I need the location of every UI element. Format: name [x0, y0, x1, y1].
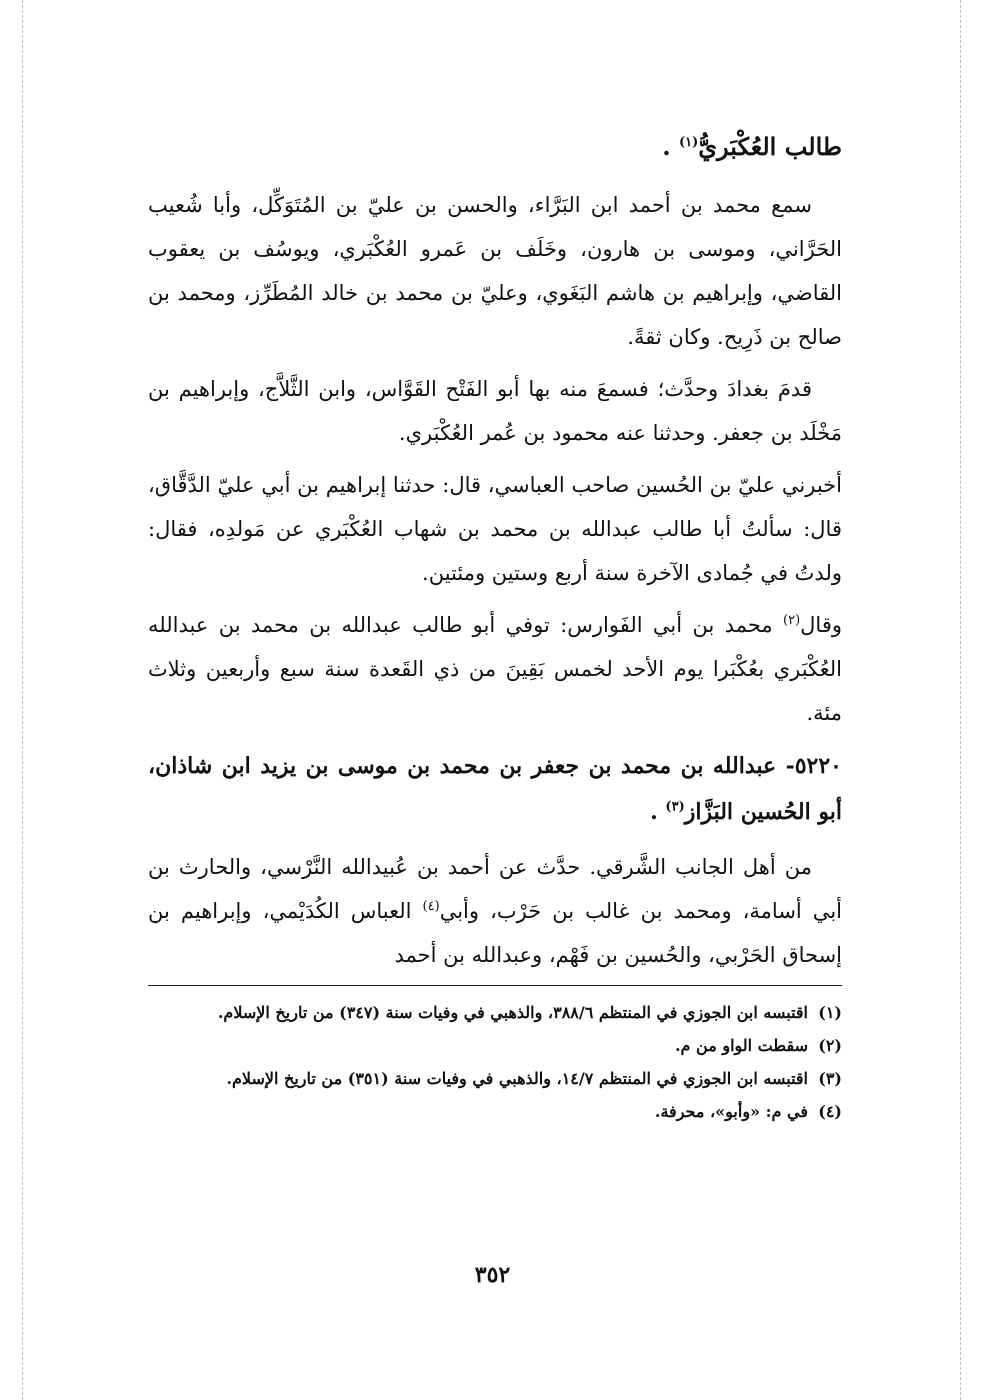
entry-paragraph-rest: العباس الكُدَيْمي، وإبراهيم بن إسحاق الحَرْبي، والحُسين بن فَهْم، وعبدالله بن أحمد	[148, 899, 842, 967]
entry-paragraph-start: من أهل الجانب الشَّرقي. حدَّث عن أحمد بن عُبيدالله النَّرْسي، والحارث بن أبي أسامة، ومحمد بن غالب بن حَرْب، وأبي	[148, 855, 842, 923]
footnote-text: سقطت الواو من م.	[674, 1036, 808, 1055]
footnote-number: (١)	[818, 1003, 842, 1022]
footnote-1	[148, 998, 842, 1028]
heading-tail: .	[662, 132, 679, 161]
footnote-2	[148, 1031, 842, 1061]
paragraph-death-rest: محمد بن أبي الفَوارس: توفي أبو طالب عبدالله بن محمد بن عبدالله العُكْبَري بعُكْبَرا يوم الأحد لخمس بَقِينَ من ذي القَعدة سنة سبع وأربعين وثلاث مئة.	[148, 613, 842, 725]
entry-name: عبدالله بن محمد بن جعفر بن محمد بن موسى بن يزيد ابن شاذان، أبو الحُسين البَزَّاز	[148, 753, 842, 825]
scan-artifact-line	[960, 0, 961, 1400]
footnote-number: (٤)	[818, 1102, 842, 1121]
footnotes	[148, 998, 842, 1127]
book-page	[148, 125, 842, 1130]
scan-artifact-line	[22, 0, 23, 1400]
paragraph-birth: أخبرني عليّ بن الحُسين صاحب العباسي، قال: حدثنا إبراهيم بن أبي عليّ الدَّقَّاق، قال: سألتُ أبا طالب عبدالله بن محمد بن شهاب العُكْبَري عن مَولدِه، فقال: ولدتُ في جُمادى الآخرة سنة أربع وستين ومئتين.	[148, 473, 842, 585]
footnote-4	[148, 1097, 842, 1127]
paragraph-death	[148, 603, 842, 735]
footnote-text: في م: «وأبو»، محرفة.	[654, 1102, 808, 1121]
footnote-ref-2: (٢)	[783, 613, 801, 628]
footnote-ref-1: (١)	[678, 135, 699, 150]
footnote-3	[148, 1064, 842, 1094]
footnote-ref-4: (٤)	[422, 899, 440, 914]
footnote-number: (٣)	[818, 1069, 842, 1088]
paragraph-students: قدمَ بغدادَ وحدَّث؛ فسمعَ منه بها أبو الفَتْح القَوَّاس، وابن الثَّلاَّج، وإبراهيم بن مَخْلَد بن جعفر. وحدثنا عنه محمود بن عُمر العُكْبَري.	[148, 377, 842, 445]
paragraph-teachers: سمع محمد بن أحمد ابن البَرَّاء، والحسن بن عليّ بن المُتَوَكِّل، وأبا شُعيب الحَرَّاني، وموسى بن هارون، وخَلَف بن عَمرو العُكْبَري، ويوسُف بن يعقوب القاضي، وإبراهيم بن هاشم البَغَوي، وعليّ بن محمد بن خالد المُطَرِّز، ومحمد بن صالح بن ذَرِيح. وكان ثقةً.	[148, 193, 842, 349]
paragraph-death-start: وقال	[800, 613, 842, 637]
entry-number: ٥٢٢٠-	[785, 753, 842, 779]
footnote-text: اقتبسه ابن الجوزي في المنتظم ٣٨٨/٦، والذهبي في وفيات سنة (٣٤٧) من تاريخ الإسلام.	[217, 1003, 808, 1022]
biography-heading	[148, 125, 842, 169]
footnote-number: (٢)	[818, 1036, 842, 1055]
footnote-divider	[148, 985, 842, 986]
heading-text: طالب العُكْبَريُّ	[698, 132, 842, 161]
entry-paragraph	[148, 845, 842, 977]
entry-tail: .	[650, 799, 666, 825]
footnote-ref-3: (٣)	[665, 799, 685, 815]
page-number: ٣٥٢	[474, 1262, 511, 1288]
footnote-text: اقتبسه ابن الجوزي في المنتظم ١٤/٧، والذهبي في وفيات سنة (٣٥١) من تاريخ الإسلام.	[226, 1069, 808, 1088]
entry-heading	[148, 743, 842, 835]
